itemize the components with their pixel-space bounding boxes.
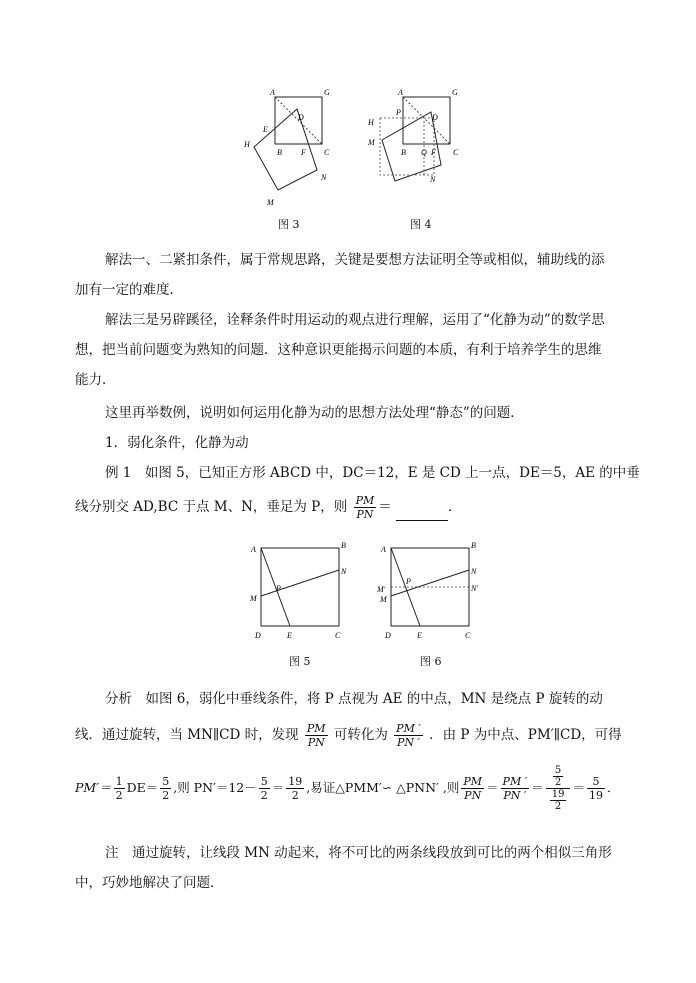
formula-b: DE＝ [126,780,159,795]
svg-text:E: E [263,125,268,134]
svg-text:B: B [341,541,346,550]
svg-text:P: P [406,577,411,586]
fraction-numerator: PM ′ [502,775,528,788]
svg-text:C: C [465,631,471,640]
fraction-denominator: PN [307,736,325,749]
svg-text:M: M [250,594,257,603]
fraction-denominator: PN ′ [503,789,527,802]
svg-text:D: D [432,113,438,122]
analysis-line-2-c: ．由 P 为中点、PM′∥CD，可得 [429,727,622,743]
formula-c: ,则 PN′＝12－ [173,780,257,795]
svg-text:A: A [381,545,386,554]
fraction-pm-pn [305,722,328,749]
compound-denominator [546,789,571,812]
compound-fraction [546,765,571,812]
fraction-denominator: 2 [291,789,299,802]
fraction-numerator: 19 [551,789,565,800]
paragraph-2-line-2: 想，把当前问题变为熟知的问题．这种意识更能揭示问题的本质，有利于培养学生的思维 [75,342,602,358]
fraction-five-halves [160,775,171,802]
fraction-numerator: PM [306,722,326,735]
period: ． [448,499,462,515]
fraction-denominator: 2 [260,789,268,802]
example-1-line-1: 例 1 如图 5，已知正方形 ABCD 中，DC＝12，E 是 CD 上一点，DE＝5，AE 的中垂 [105,465,640,481]
fraction-pm-over-pn [354,494,377,521]
fraction-numerator: 5 [260,775,268,788]
paragraph-1-line-2: 加有一定的难度． [75,282,183,298]
svg-text:A: A [398,88,403,97]
svg-text:C: C [324,148,330,157]
fraction-pm-prime-pn-prime [394,722,423,749]
formula-a: PM′＝ [75,780,112,795]
fraction-denominator: 2 [554,777,562,788]
paragraph-2-line-1: 解法三是另辟蹊径，诠释条件时用运动的观点进行理解，运用了“化静为动”的数学思 [105,312,605,328]
example-1-line-2-text: 线分别交 AD,BC 于点 M、N，垂足为 P，则 [75,499,348,515]
fraction-five-nineteenths [587,775,605,802]
svg-text:N: N [471,567,477,576]
fraction-five-halves [259,775,270,802]
svg-text:G: G [452,88,458,97]
svg-text:D: D [298,113,304,122]
fraction-numerator: 5 [554,765,562,776]
fraction-one-half [114,775,125,802]
equals-sign: ＝ [378,499,392,515]
fraction-pm-pn [461,775,484,802]
analysis-line-1: 分析 如图 6，弱化中垂线条件，将 P 点视为 AE 的中点，MN 是绕点 P 旋转的动 [105,691,603,707]
figure-6 [375,540,495,645]
analysis-line-2-b: 可转化为 [333,727,388,743]
svg-text:G: G [324,88,330,97]
note-line-2: 中，巧妙地解决了问题． [75,875,224,891]
figure-3 [235,85,345,210]
paragraph-3: 这里再举数例，说明如何运用化静为动的思想方法处理“静态”的问题． [105,405,524,421]
section-heading-1: 1．弱化条件，化静为动 [105,435,249,451]
formula-e: ,易证△PMM′∽ △PNN′ ,则 [306,780,460,795]
svg-text:M: M [368,138,375,147]
fraction-denominator: PN [464,789,482,802]
svg-text:Q: Q [421,148,427,157]
analysis-line-2-a: 线．通过旋转，当 MN∥CD 时，发现 [75,727,299,743]
svg-text:F: F [431,148,436,157]
formula-line [75,765,630,812]
fraction-denominator: PN ′ [396,736,421,749]
fraction-numerator: 5 [587,775,605,789]
svg-text:E: E [287,631,292,640]
svg-text:M′: M′ [377,585,386,594]
equals-sign: ＝ [486,780,499,795]
fraction-numerator: PM [355,494,375,507]
svg-text:P: P [276,584,281,593]
fraction-denominator: 19 [588,789,603,802]
svg-text:A: A [270,88,275,97]
svg-text:N: N [430,175,436,184]
fraction-pm-prime-pn-prime [501,775,530,802]
svg-text:P: P [396,108,401,117]
compound-numerator [546,765,571,789]
fraction-numerator: PM ′ [396,722,421,735]
figure-5 [245,540,355,645]
period: ． [606,780,620,795]
figure-4 [365,85,475,210]
svg-text:B: B [471,541,476,550]
fraction-five-halves [553,765,563,788]
figure-6-caption: 图 6 [420,655,442,668]
svg-text:N: N [321,173,327,182]
fraction-denominator: 2 [554,801,562,812]
figure-4-caption: 图 4 [410,218,432,231]
fraction-numerator: 5 [162,775,170,788]
svg-text:C: C [453,148,459,157]
svg-text:D: D [385,631,391,640]
svg-text:H: H [368,118,374,127]
svg-text:N: N [341,567,347,576]
example-1-line-2 [75,494,630,521]
figure-3-caption: 图 3 [278,218,300,231]
svg-text:M: M [380,595,387,604]
svg-text:D: D [255,631,261,640]
svg-text:E: E [417,631,422,640]
svg-text:F: F [301,148,306,157]
fraction-nineteen-halves [550,789,567,812]
svg-text:B: B [277,148,282,157]
paragraph-2-line-3: 能力． [75,372,116,388]
fraction-denominator: 2 [162,789,170,802]
fraction-numerator: 19 [288,775,303,788]
fraction-numerator: PM [463,775,483,788]
equals-sign: ＝ [531,780,544,795]
fraction-denominator: PN [356,508,374,521]
figure-5-caption: 图 5 [289,655,311,668]
note-line-1: 注 通过旋转，让线段 MN 动起来，将不可比的两条线段放到可比的两个相似三角形 [105,845,612,861]
fraction-numerator: 1 [115,775,123,788]
answer-blank [396,506,448,521]
svg-text:A: A [251,545,256,554]
fraction-denominator: 2 [115,789,123,802]
svg-text:M: M [267,198,274,207]
paragraph-1-line-1: 解法一、二紧扣条件，属于常规思路，关键是要想方法证明全等或相似，辅助线的添 [105,252,605,268]
svg-text:H: H [244,140,250,149]
svg-text:C: C [335,631,341,640]
formula-d: ＝ [271,780,285,795]
fraction-nineteen-halves [286,775,304,802]
analysis-line-2 [75,722,630,749]
svg-text:N′: N′ [471,584,479,593]
equals-sign: ＝ [572,780,585,795]
svg-text:B: B [401,148,406,157]
